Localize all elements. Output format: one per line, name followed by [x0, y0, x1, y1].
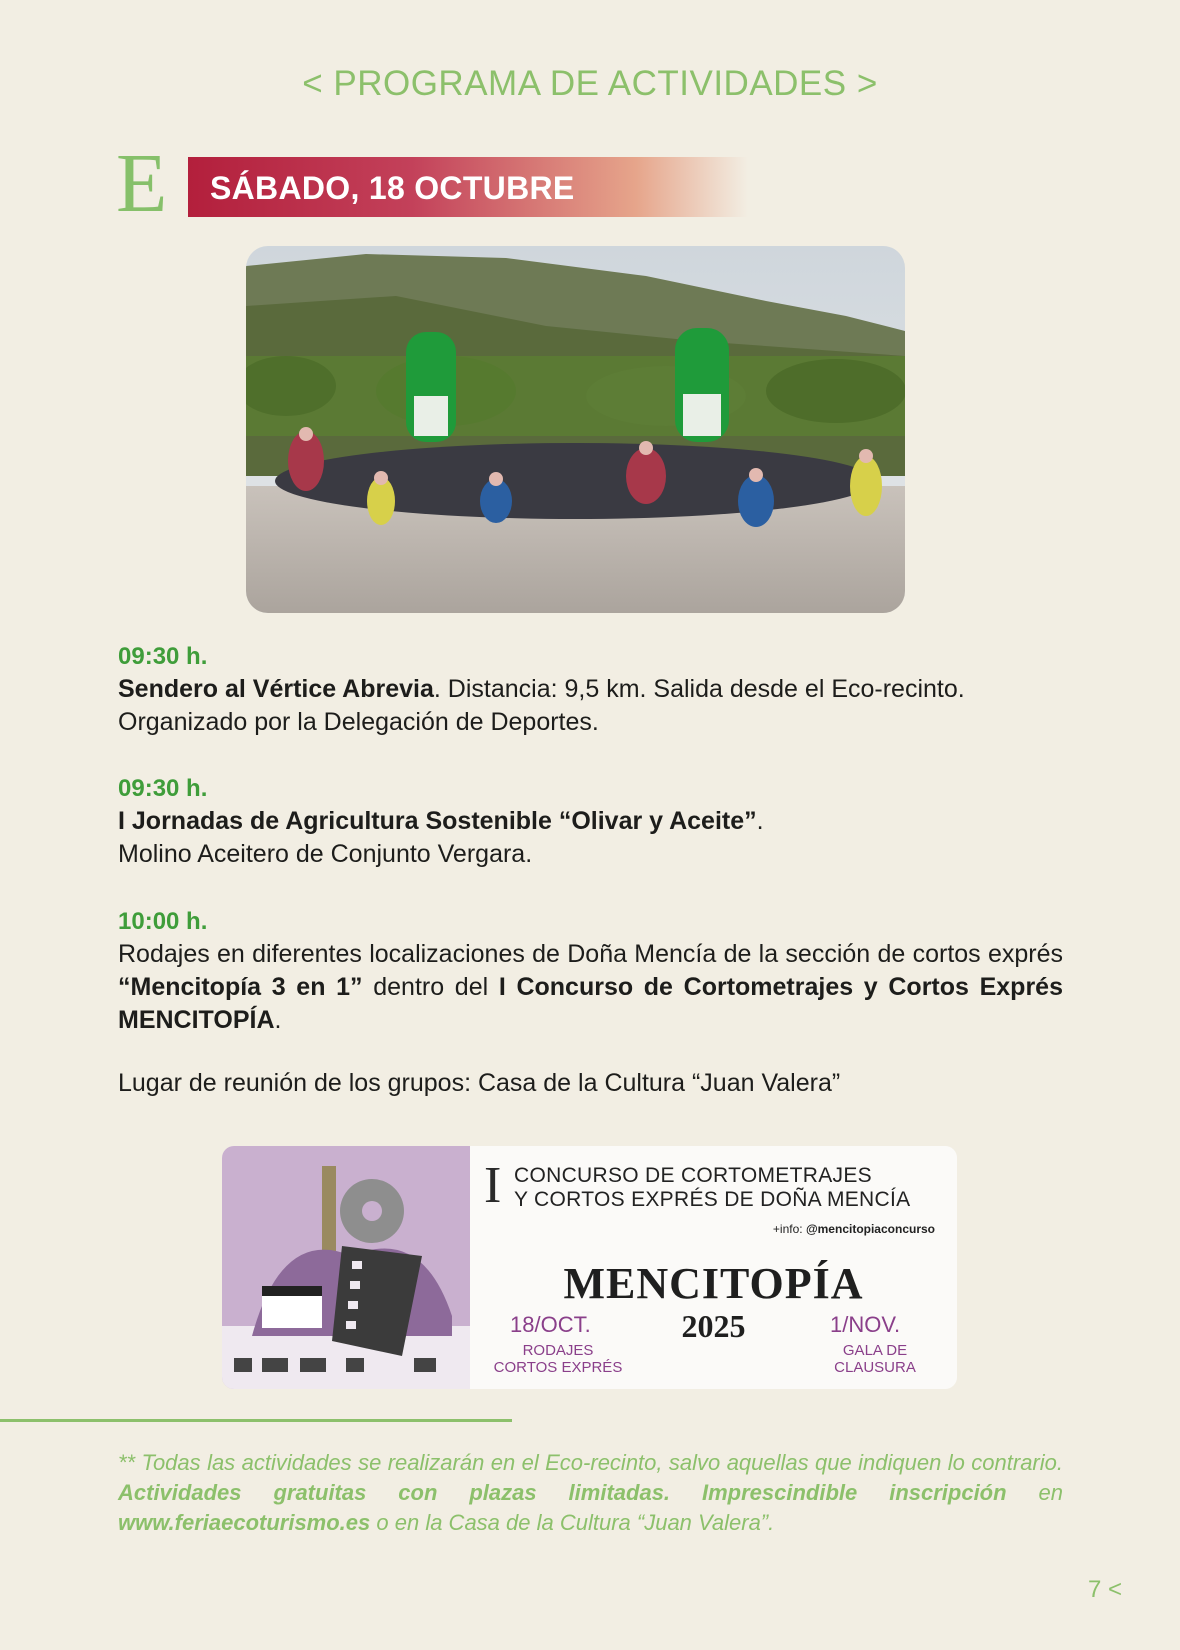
activity-title: I Jornadas de Agricultura Sostenible “Olivar y Aceite”	[118, 807, 757, 835]
day-label: SÁBADO, 18 OCTUBRE	[210, 170, 575, 206]
date-right: 1/NOV.	[830, 1312, 901, 1337]
page-number: 7 <	[1087, 1576, 1122, 1603]
activity-1	[118, 640, 1063, 739]
date-right-caption: GALA DE CLAUSURA	[834, 1342, 916, 1376]
activity-3	[118, 905, 1063, 1100]
date-left: 18/OCT.	[510, 1312, 591, 1337]
divider	[0, 1419, 512, 1422]
day-letter: E	[116, 137, 168, 230]
activity-meeting-point: Lugar de reunión de los grupos: Casa de la Cultura “Juan Valera”	[118, 1069, 841, 1097]
contest-info: +info: @mencitopiaconcurso	[772, 1222, 935, 1236]
contest-roman-numeral: I	[484, 1157, 502, 1214]
footnote: ** Todas las actividades se realizarán en el Eco-recinto, salvo aquellas que indiquen lo contrario. Actividades gratuitas con plazas limitadas. Imprescindible inscripción en www.feriaecoturismo.es o en la Casa de la Cultura “Juan Valera”.	[118, 1450, 1063, 1535]
contest-title-line1: CONCURSO DE CORTOMETRAJES	[514, 1164, 872, 1187]
website-link[interactable]: www.feriaecoturismo.es	[118, 1510, 371, 1535]
contest-year: 2025	[681, 1308, 746, 1344]
day-banner	[188, 157, 748, 217]
contest-brand: MENCITOPÍA	[563, 1259, 864, 1308]
poster-illustration	[222, 1146, 470, 1389]
activity-time: 09:30 h.	[118, 643, 208, 670]
group-photo	[246, 246, 905, 613]
activity-description: Rodajes en diferentes localizaciones de Doña Mencía de la sección de cortos exprés “Mencitopía 3 en 1” dentro del I Concurso de Cortometrajes y Cortos Exprés MENCITOPÍA.	[118, 940, 1063, 1034]
activity-location: Molino Aceitero de Conjunto Vergara.	[118, 840, 533, 868]
activity-organizer: Organizado por la Delegación de Deportes.	[118, 708, 599, 736]
activity-time: 10:00 h.	[118, 908, 208, 935]
activity-detail: . Distancia: 9,5 km. Salida desde el Eco-recinto.	[433, 675, 965, 703]
activity-time: 09:30 h.	[118, 775, 208, 802]
contest-title-line2: Y CORTOS EXPRÉS DE DOÑA MENCÍA	[514, 1188, 911, 1211]
activity-title: Sendero al Vértice Abrevia	[118, 675, 434, 703]
contest-poster	[222, 1146, 957, 1389]
activity-2	[118, 772, 1063, 871]
date-left-caption: RODAJES CORTOS EXPRÉS	[493, 1342, 623, 1376]
program-title: < PROGRAMA DE ACTIVIDADES >	[302, 64, 878, 103]
activity-title-end: .	[756, 807, 764, 835]
